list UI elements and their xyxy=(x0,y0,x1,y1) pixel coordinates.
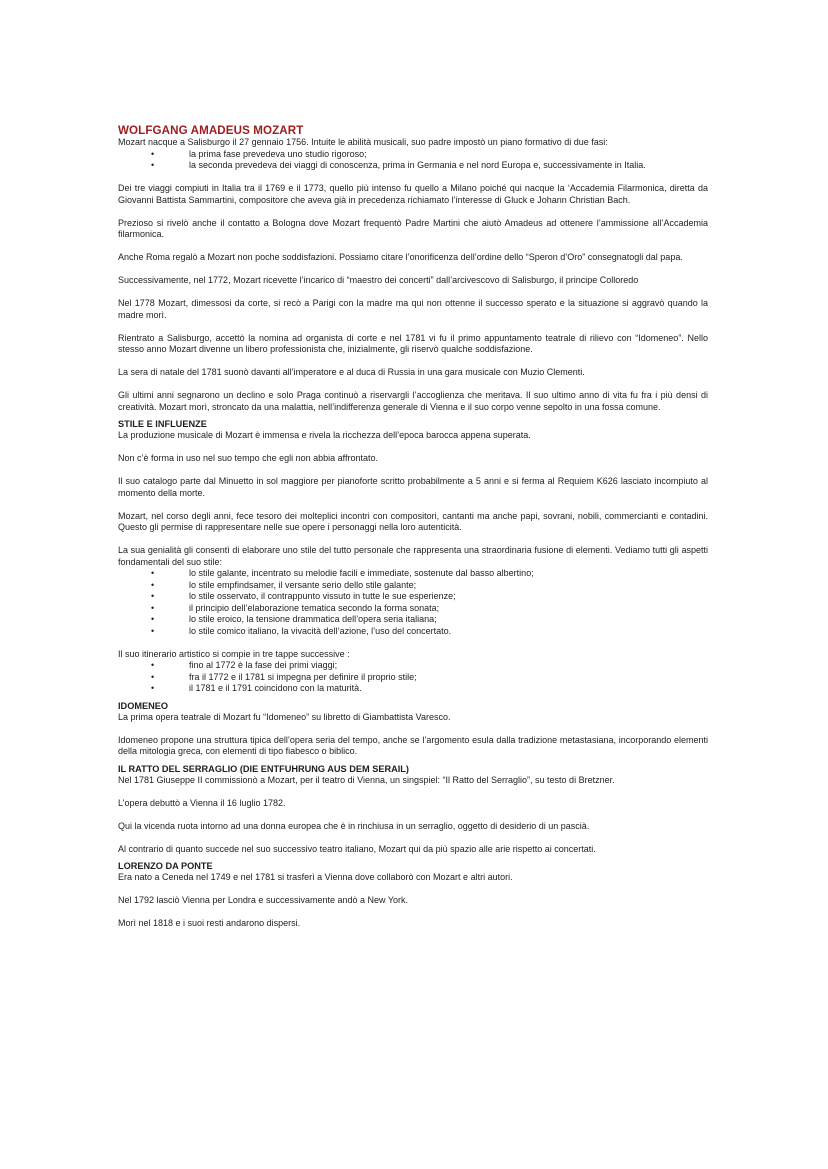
daponte-paragraph: Nel 1792 lasciò Vienna per Londra e successivamente andò a New York. xyxy=(118,895,409,905)
list-item: • lo stile osservato, il contrappunto vissuto in tutte le sue esperienze; xyxy=(118,591,708,603)
bio-paragraph: Successivamente, nel 1772, Mozart ricevette l’incarico di “maestro dei concerti” dall’arcivescovo di Salisburgo, il principe Colloredo xyxy=(118,275,639,285)
intro-list xyxy=(118,149,708,172)
stile-paragraph: La produzione musicale di Mozart è immensa e rivela la ricchezza dell’epoca barocca appena superata. xyxy=(118,430,531,440)
stile-stages-list xyxy=(118,660,708,695)
ratto-paragraph: Nel 1781 Giuseppe II commissionò a Mozart, per il teatro di Vienna, un singspiel: “Il Ratto del Serraglio”, su testo di Bretzner. xyxy=(118,774,615,785)
daponte-paragraph: Era nato a Ceneda nel 1749 e nel 1781 si trasferì a Vienna dove collaborò con Mozart e altri autori. xyxy=(118,872,513,882)
daponte-paragraph: Morì nel 1818 e i suoi resti andarono dispersi. xyxy=(118,918,301,928)
list-item: • la seconda prevedeva dei viaggi di conoscenza, prima in Germania e nel nord Europa e, successivamente in Italia. xyxy=(118,160,708,172)
stile-paragraph: Il suo catalogo parte dal Minuetto in sol maggiore per pianoforte scritto probabilmente a 5 anni e si ferma al Requiem K626 lasciato incompiuto al momento della morte. xyxy=(118,476,708,498)
bio-paragraph: Prezioso si rivelò anche il contatto a Bologna dove Mozart frequentò Padre Martini che aiutò Amadeus ad ottenere l’ammissione all’Accademia filarmonica. xyxy=(118,217,708,239)
bio-paragraph: Gli ultimi anni segnarono un declino e solo Praga continuò a riservargli l’accoglienza che meritava. Il suo ultimo anno di vita fu fra i più densi di creatività. Mozart morì, stroncato da una malattia, nell’indifferenza generale di Vienna e il suo corpo venne sepolto in una fossa comune. xyxy=(118,390,708,412)
section-heading-stile: STILE E INFLUENZE xyxy=(118,419,207,429)
stile-paragraph: Non c’è forma in uso nel suo tempo che egli non abbia affrontato. xyxy=(118,453,378,463)
ratto-paragraph: Qui la vicenda ruota intorno ad una donna europea che è in rinchiusa in un serraglio, oggetto di desiderio di un pascià. xyxy=(118,820,590,831)
list-item: • fra il 1772 e il 1781 si impegna per definire il proprio stile; xyxy=(118,672,708,684)
list-item: • la prima fase prevedeva uno studio rigoroso; xyxy=(118,149,708,161)
list-item: • lo stile empfindsamer, il versante serio dello stile galante; xyxy=(118,580,708,592)
section-heading-idomeneo: IDOMENEO xyxy=(118,700,169,711)
bio-paragraph: Nel 1778 Mozart, dimessosi da corte, si recò a Parigi con la madre ma qui non ottenne il successo sperato e la situazione si aggravò quando la madre morì. xyxy=(118,298,708,320)
bio-paragraph: La sera di natale del 1781 suonò davanti all’imperatore e al duca di Russia in una gara musicale con Muzio Clementi. xyxy=(118,367,585,377)
idomeneo-paragraph: La prima opera teatrale di Mozart fu “Idomeneo” su libretto di Giambattista Varesco. xyxy=(118,711,451,722)
stile-aspects-list xyxy=(118,568,708,637)
bio-paragraph: Dei tre viaggi compiuti in Italia tra il 1769 e il 1773, quello più intenso fu quello a Milano poiché qui nacque la ‘Accademia Filarmonica, diretta da Giovanni Battista Sammartini, compositore che aveva già in precedenza richiamato l’interesse di Gluck e Johann Christian Bach. xyxy=(118,183,708,205)
ratto-paragraph: Al contrario di quanto succede nel suo successivo teatro italiano, Mozart qui da più spazio alle arie rispetto ai concertati. xyxy=(118,843,596,854)
bio-paragraph: Rientrato a Salisburgo, accettò la nomina ad organista di corte e nel 1781 vi fu il primo appuntamento teatrale di rilievo con “Idomeneo”. Nello stesso anno Mozart divenne un libero professionista che, inizialmente, gli riservò qualche soddisfazione. xyxy=(118,332,708,354)
document-page xyxy=(118,124,708,941)
idomeneo-paragraph: Idomeneo propone una struttura tipica dell’opera seria del tempo, anche se l’argomento esula dalla tradizione metastasiana, incorporando elementi della mitologia greca, con elementi di tipo fiabesco o biblico. xyxy=(118,734,708,756)
stile-paragraph: Mozart, nel corso degli anni, fece tesoro dei molteplici incontri con compositori, cantanti ma anche papi, sovrani, nobili, commercianti e contadini. Questo gli permise di rappresentare nelle sue opere i personaggi nella loro autenticità. xyxy=(118,510,708,532)
list-item: • il principio dell’elaborazione tematica secondo la forma sonata; xyxy=(118,603,708,615)
list-item: • lo stile galante, incentrato su melodie facili e immediate, sostenute dal basso albertino; xyxy=(118,568,708,580)
ratto-paragraph: L’opera debuttò a Vienna il 16 luglio 1782. xyxy=(118,797,286,808)
list-item: • fino al 1772 è la fase dei primi viaggi; xyxy=(118,660,708,672)
list-item: • lo stile eroico, la tensione drammatica dell’opera seria italiana; xyxy=(118,614,708,626)
intro-paragraph: Mozart nacque a Salisburgo il 27 gennaio 1756. Intuite le abilità musicali, suo padre impostò un piano formativo di due fasi: xyxy=(118,137,608,147)
bio-paragraph: Anche Roma regalò a Mozart non poche soddisfazioni. Possiamo citare l’onorificenza dell’ordine dello “Speron d’Oro” consegnatogli dal papa. xyxy=(118,252,683,262)
stile-aspects-intro: La sua genialità gli consentì di elaborare uno stile del tutto personale che rappresenta una straordinaria fusione di elementi. Vediamo tutti gli aspetti fondamentali del suo stile: xyxy=(118,545,708,567)
list-item: • il 1781 e il 1791 coincidono con la maturità. xyxy=(118,683,708,695)
list-item: • lo stile comico italiano, la vivacità dell’azione, l’uso del concertato. xyxy=(118,626,708,638)
section-heading-ratto: IL RATTO DEL SERRAGLIO (DIE ENTFUHRUNG AUS DEM SERAIL) xyxy=(118,763,409,774)
stile-stages-intro: Il suo itinerario artistico si compie in tre tappe successive : xyxy=(118,648,350,659)
page-title: WOLFGANG AMADEUS MOZART xyxy=(118,124,304,137)
section-heading-daponte: LORENZO DA PONTE xyxy=(118,861,213,871)
